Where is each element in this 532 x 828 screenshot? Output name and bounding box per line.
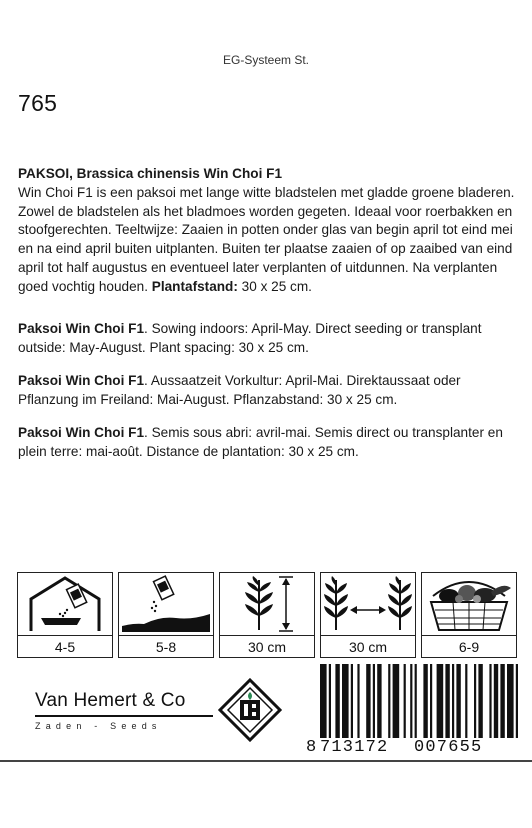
german-name: Paksoi Win Choi F1 [18, 373, 145, 388]
barcode-left-group: 713172 [320, 738, 389, 757]
bottom-divider [0, 760, 532, 762]
icon-cell-spacing [320, 572, 416, 658]
plant-height-value: 30 cm [247, 638, 287, 655]
harvest-months: 6-9 [458, 638, 480, 655]
plant-spacing-value: 30 cm [348, 638, 388, 655]
english-text: . Sowing indoors: April-May. Direct seeding or transplant outside: May-August. Plant spacing: 30 x 25 cm. [18, 321, 482, 355]
eg-system-label: EG-Systeem St. [222, 53, 310, 67]
outdoor-sowing-months: 5-8 [155, 638, 177, 655]
dutch-spacing-label: Plantafstand: [151, 278, 238, 294]
barcode-first-digit: 8 [306, 738, 318, 757]
indoor-sowing-months: 4-5 [54, 638, 76, 655]
brand-tagline: Zaden - Seeds [35, 720, 162, 731]
barcode-number [306, 738, 518, 757]
plant-spacing-icon [322, 574, 414, 634]
product-code: 765 [18, 90, 58, 116]
icon-cell-height [219, 572, 315, 658]
dutch-body: Win Choi F1 is een paksoi met lange witte bladstelen met gladde groene bladeren. Zowel de bladstelen als het bladmoes worden gegeten. Ideaal voor roerbakken en stoofgerechten. Teeltwijze: Zaaien in potten onder glas van begin april tot eind mei en na eind april buiten uitplanten. Buiten ter plaatse zaaien of op zaaibed van eind april tot half augustus en eventueel later verplanten of uitdunnen. Na verplanten goed vochtig houden. [18, 184, 515, 294]
plant-height-icon [221, 574, 313, 634]
english-name: Paksoi Win Choi F1 [18, 321, 145, 336]
outdoor-sowing-icon [120, 574, 212, 634]
icon-cell-indoor [17, 572, 113, 658]
product-title: PAKSOI, Brassica chinensis Win Choi F1 [18, 166, 283, 181]
english-description [18, 320, 518, 358]
german-description [18, 372, 518, 410]
cultivation-icons [17, 572, 517, 658]
brand-divider [35, 715, 213, 717]
harvest-basket-icon [423, 574, 515, 634]
icon-cell-outdoor [118, 572, 214, 658]
brand-name: Van Hemert & Co [35, 690, 186, 711]
greenhouse-sowing-icon [19, 574, 111, 634]
icon-cell-harvest [421, 572, 517, 658]
dutch-description [18, 165, 518, 297]
dutch-spacing-value: 30 x 25 cm. [237, 278, 312, 294]
french-text: . Semis sous abri: avril-mai. Semis direct ou transplanter en plein terre: mai-août. Distance de plantation: 30 x 25 cm. [18, 425, 503, 459]
german-text: . Aussaatzeit Vorkultur: April-Mai. Direktaussaat oder Pflanzung im Freiland: Mai-August. Pflanzabstand: 30 x 25 cm. [18, 373, 461, 407]
french-description [18, 424, 518, 462]
barcode-right-group: 007655 [414, 738, 483, 757]
brand-diamond-icon [218, 678, 282, 742]
brand-logo [35, 690, 215, 731]
french-name: Paksoi Win Choi F1 [18, 425, 145, 440]
